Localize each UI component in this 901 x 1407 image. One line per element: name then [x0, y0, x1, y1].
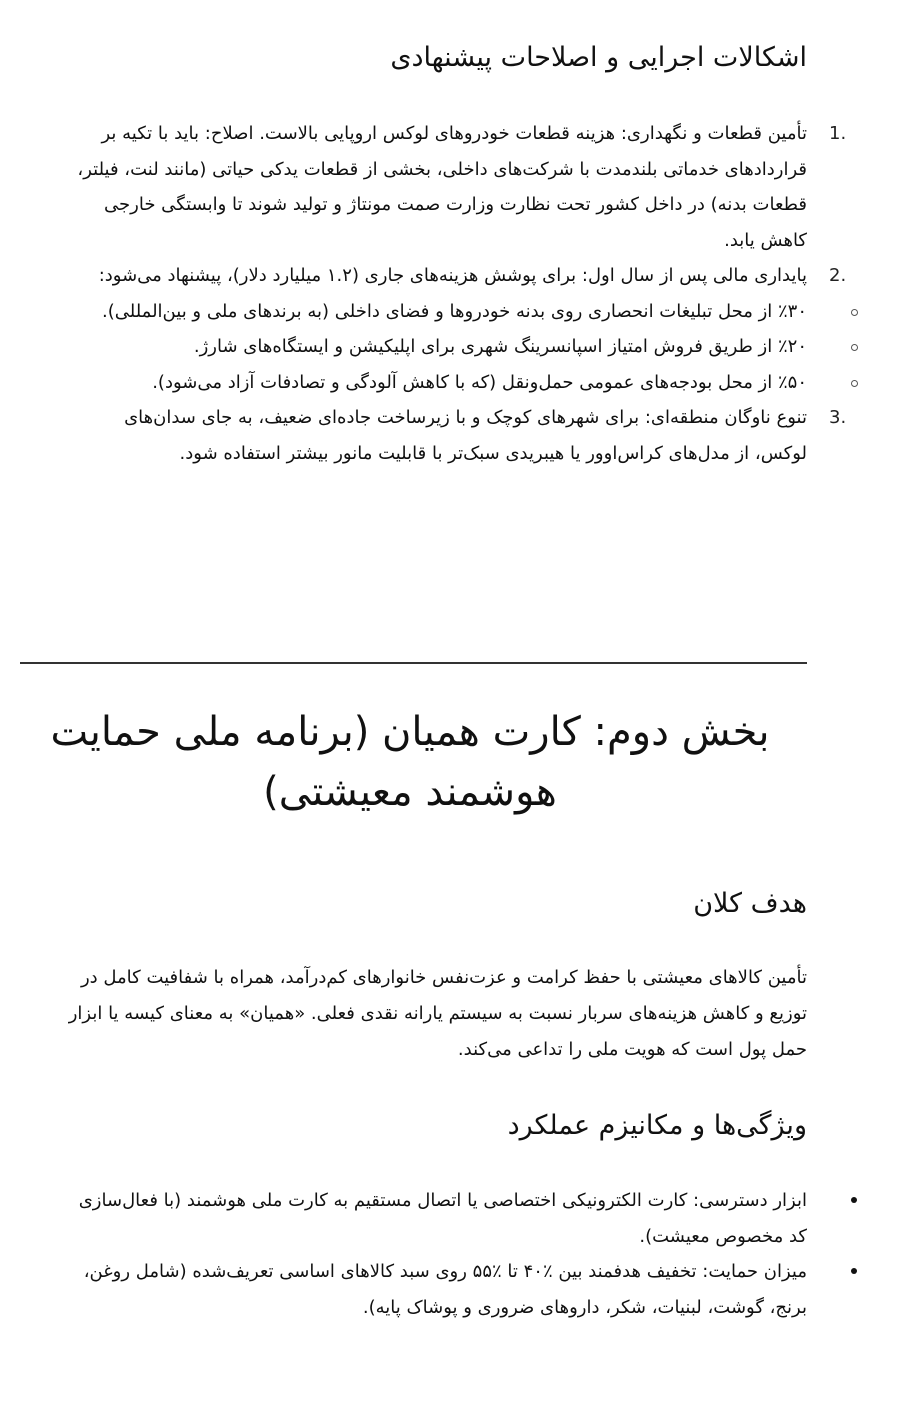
- bullet-dot-icon: [851, 1268, 857, 1274]
- bullet-dot-icon: [851, 1197, 857, 1203]
- list-number: 2.: [829, 265, 847, 286]
- list-item-text: ابزار دسترسی: کارت الکترونیکی اختصاصی یا اتصال مستقیم به کارت ملی هوشمند (با فعال‌سازی کد مخصوص معیشت).: [78, 1190, 807, 1247]
- list-item-text: تنوع ناوگان منطقه‌ای: برای شهرهای کوچک و با زیرساخت جاده‌ای ضعیف، به جای سدان‌های لوکس، از مدل‌های کراس‌اوور یا هیبریدی سبک‌تر با قابلیت مانور بیشتر استفاده شود.: [124, 407, 807, 464]
- list-item: [77, 1183, 807, 1254]
- section-heading-goal: هدف کلان: [693, 888, 807, 919]
- sub-list-item: [77, 294, 807, 330]
- section-heading-problems: اشکالات اجرایی و اصلاحات پیشنهادی: [390, 42, 807, 73]
- list-number: 3.: [829, 407, 847, 428]
- list-item: [77, 258, 847, 294]
- list-item: [77, 116, 847, 258]
- list-item: [77, 400, 847, 471]
- horizontal-divider: [20, 662, 807, 664]
- section-heading-features: ویژگی‌ها و مکانیزم عملکرد: [507, 1110, 807, 1141]
- sub-list-container: [77, 294, 807, 401]
- list-item-text: پایداری مالی پس از سال اول: برای پوشش هزینه‌های جاری (۱.۲ میلیارد دلار)، پیشنهاد می‌شود:: [98, 265, 807, 286]
- sub-list-item: [77, 365, 807, 401]
- list-item: [77, 1254, 807, 1325]
- goal-paragraph: تأمین کالاهای معیشتی با حفظ کرامت و عزت‌نفس خانوارهای کم‌درآمد، همراه با شفافیت کامل در توزیع و کاهش هزینه‌های سربار نسبت به سیستم یارانه نقدی فعلی. «همیان» به معنای کیسه یا ابزار حمل پول است که هویت ملی را تداعی می‌کند.: [68, 967, 807, 1060]
- circle-bullet-icon: [851, 344, 858, 351]
- list-item-text: تأمین قطعات و نگهداری: هزینه قطعات خودروهای لوکس اروپایی بالاست. اصلاح: باید با تکیه بر قراردادهای خدماتی بلندمدت با شرکت‌های داخلی، بخشی از قطعات یدکی حیاتی (مانند لنت، فیلتر، قطعات بدنه) در داخل کشور تحت نظارت وزارت صمت مونتاژ و تولید شوند تا وابستگی خارجی کاهش یابد.: [77, 123, 807, 251]
- problems-numbered-list: [77, 116, 847, 471]
- sub-item-text: ٪۳۰ از محل تبلیغات انحصاری روی بدنه خودروها و فضای داخلی (به برندهای ملی و بین‌المللی).: [102, 300, 807, 322]
- list-item-text: میزان حمایت: تخفیف هدفمند بین ٪۴۰ تا ٪۵۵ روی سبد کالاهای اساسی تعریف‌شده (شامل روغن، برنج، گوشت، لبنیات، شکر، داروهای ضروری و پوشاک پایه).: [83, 1261, 807, 1318]
- funding-sub-list: [77, 294, 807, 401]
- sub-list-item: [77, 329, 807, 365]
- features-bullet-list: [77, 1183, 807, 1325]
- circle-bullet-icon: [851, 380, 858, 387]
- circle-bullet-icon: [851, 309, 858, 316]
- list-number: 1.: [829, 123, 847, 144]
- part-two-title: بخش دوم: کارت همیان (برنامه ملی حمایت هوشمند معیشتی): [50, 709, 770, 815]
- sub-item-text: ٪۲۰ از طریق فروش امتیاز اسپانسرینگ شهری برای اپلیکیشن و ایستگاه‌های شارژ.: [193, 336, 807, 357]
- sub-item-text: ٪۵۰ از محل بودجه‌های عمومی حمل‌ونقل (که با کاهش آلودگی و تصادفات آزاد می‌شود).: [152, 371, 807, 393]
